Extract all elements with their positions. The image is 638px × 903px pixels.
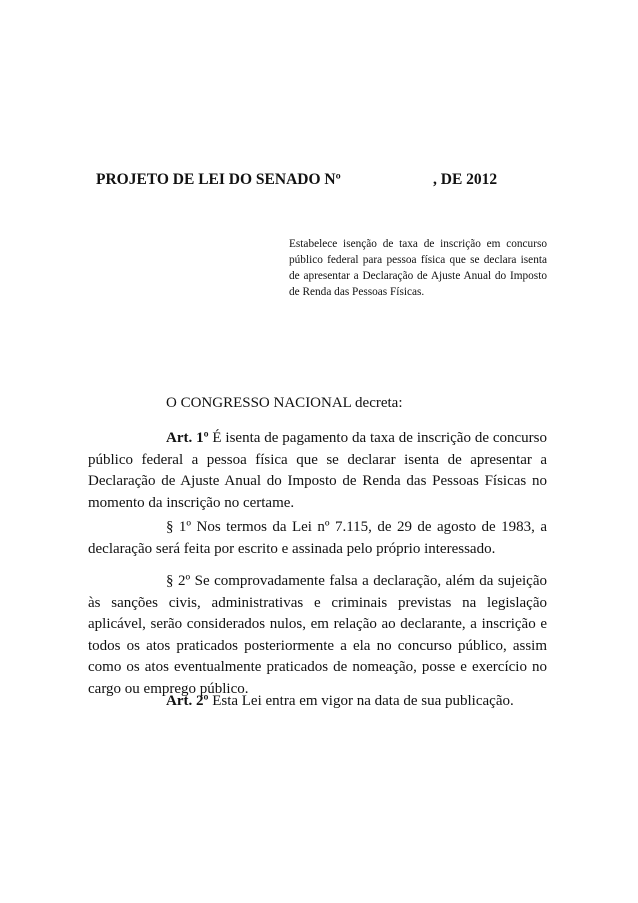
article-1-text: É isenta de pagamento da taxa de inscrição de concurso público federal a pessoa física que se declarar isenta de apresentar a Declaração de Ajuste Anual do Imposto de Renda das Pessoas Físicas no momento da inscrição no certame. [88, 430, 547, 511]
article-1 [88, 428, 547, 514]
enacting-clause: O CONGRESSO NACIONAL decreta: [166, 395, 403, 411]
paragraph-2: § 2º Se comprovadamente falsa a declaração, além da sujeição às sanções civis, administrativas e criminais previstas na legislação aplicável, serão considerados nulos, em relação ao declarante, a inscrição e todos os atos praticados posteriormente a ela no concurso público, assim como os atos eventualmente praticados de nomeação, posse e exercício no cargo ou emprego público. [88, 573, 547, 697]
bill-title-year: , DE 2012 [433, 171, 498, 188]
paragraph-1: § 1º Nos termos da Lei nº 7.115, de 29 de agosto de 1983, a declaração será feita por escrito e assinada pelo próprio interessado. [88, 519, 547, 557]
bill-title-number: PROJETO DE LEI DO SENADO Nº [96, 171, 341, 188]
article-2-text: Esta Lei entra em vigor na data de sua publicação. [208, 693, 514, 709]
article-1-label: Art. 1º [166, 430, 209, 446]
article-2 [88, 691, 547, 713]
bill-summary: Estabelece isenção de taxa de inscrição em concurso público federal para pessoa física que se declara isenta de apresentar a Declaração de Ajuste Anual do Imposto de Renda das Pessoas Físicas. [289, 238, 547, 298]
article-2-label: Art. 2º [166, 693, 209, 709]
